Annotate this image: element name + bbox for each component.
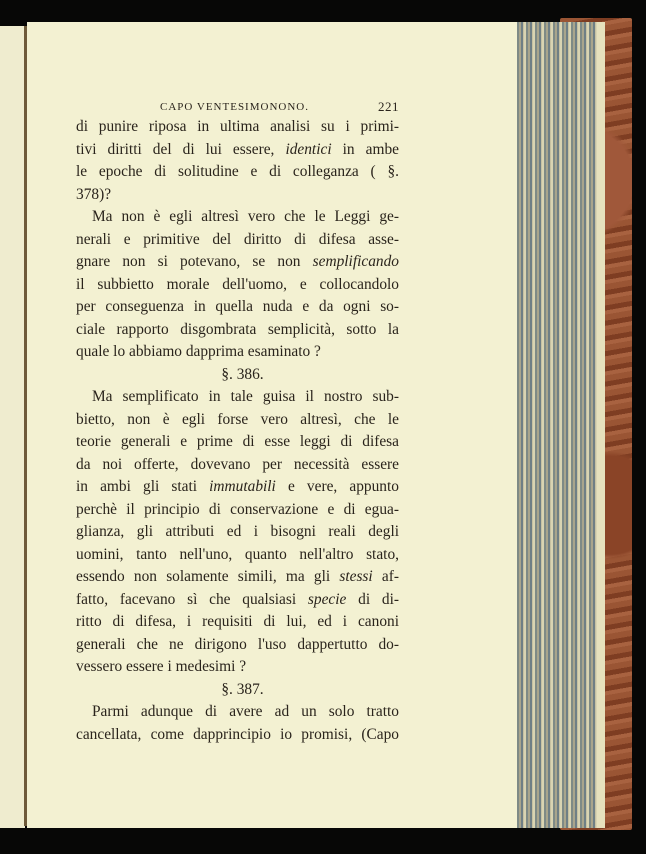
text-line: gnare non si potevano, se non semplificando <box>76 253 399 270</box>
running-head-title: CAPO VENTESIMONONO. <box>160 101 309 113</box>
paragraph-4 <box>76 701 399 746</box>
text-line: generali che ne dirigono l'uso dappertutto do- <box>76 635 399 653</box>
text-line: tivi diritti del di lui essere, identici in ambe <box>76 140 399 158</box>
gutter <box>24 26 27 826</box>
text-line: quale lo abbiamo dapprima esaminato ? <box>76 343 321 360</box>
paragraph-2 <box>76 206 399 364</box>
text-line: Ma non è egli altresì vero che le Leggi ge- <box>92 208 399 225</box>
text-line: il subbietto morale dell'uomo, e collocandolo <box>76 275 399 293</box>
text-line: le epoche di solitudine e di colleganza ( §. <box>76 163 399 180</box>
text-line: ciale rapporto disgombrata semplicità, sotto la <box>76 320 399 338</box>
text-line: vessero essere i medesimi ? <box>76 658 247 675</box>
text-line: fatto, facevano sì che qualsiasi specie di di- <box>76 590 399 608</box>
text-line: bietto, non è egli forse vero altresì, che le <box>76 410 399 428</box>
paragraph-1 <box>76 116 399 206</box>
text-line: Parmi adunque di avere ad un solo tratto <box>92 703 399 720</box>
page-text <box>76 98 399 746</box>
text-line: da noi offerte, dovevano per necessità essere <box>76 455 399 473</box>
text-line: in ambi gli stati immutabili e vere, appunto <box>76 478 399 495</box>
text-line: Ma semplificato in tale guisa il nostro sub- <box>92 388 399 405</box>
text-line: nerali e primitive del diritto di difesa asse- <box>76 230 399 248</box>
running-header <box>160 98 399 116</box>
paragraph-3 <box>76 386 399 679</box>
text-line: teorie generali e prime di esse leggi di difesa <box>76 433 399 450</box>
text-line: uomini, tanto nell'uno, quanto nell'altro stato, <box>76 545 399 563</box>
text-line: cancellata, come dapprincipio io promisi, (Capo <box>76 725 399 743</box>
text-line: perchè il principio di conservazione e di egua- <box>76 500 399 518</box>
section-heading-386: §. 386. <box>221 365 264 383</box>
page-fore-edge <box>512 22 605 828</box>
text-line: glianza, gli attributi ed i bisogni reali degli <box>76 523 399 540</box>
section-heading-387: §. 387. <box>221 680 264 698</box>
text-line: per conseguenza in quella nuda e da ogni so- <box>76 298 399 315</box>
text-line: 378)? <box>76 185 112 203</box>
facing-page-edge <box>0 26 25 828</box>
text-line: di punire riposa in ultima analisi su i primi- <box>76 118 399 135</box>
text-line: essendo non solamente simili, ma gli stessi af- <box>76 568 399 585</box>
text-line: ritto di difesa, i requisiti di lui, ed i canoni <box>76 613 399 630</box>
page-number: 221 <box>378 99 399 114</box>
